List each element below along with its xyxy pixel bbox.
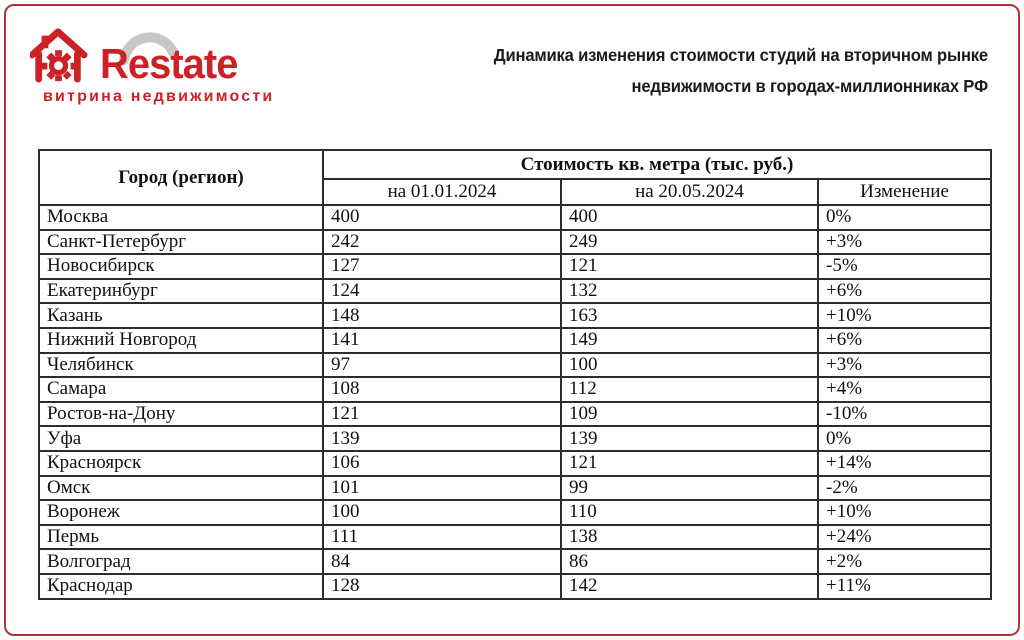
table-row bbox=[39, 353, 991, 378]
cell-city: Волгоград bbox=[39, 549, 323, 574]
table-row bbox=[39, 426, 991, 451]
cell-city: Самара bbox=[39, 377, 323, 402]
cell-price-may: 132 bbox=[561, 279, 818, 304]
header-price-group: Стоимость кв. метра (тыс. руб.) bbox=[323, 150, 991, 179]
cell-change: +10% bbox=[818, 303, 991, 328]
cell-change: +6% bbox=[818, 279, 991, 304]
cell-city: Уфа bbox=[39, 426, 323, 451]
restate-logo bbox=[30, 24, 290, 108]
table-row bbox=[39, 328, 991, 353]
cell-city: Омск bbox=[39, 476, 323, 501]
cell-price-jan: 242 bbox=[323, 230, 561, 255]
cell-change: 0% bbox=[818, 205, 991, 230]
cell-price-may: 112 bbox=[561, 377, 818, 402]
cell-city: Ростов-на-Дону bbox=[39, 402, 323, 427]
cell-city: Екатеринбург bbox=[39, 279, 323, 304]
cell-price-may: 249 bbox=[561, 230, 818, 255]
cell-change: -2% bbox=[818, 476, 991, 501]
gear-icon bbox=[42, 50, 77, 81]
table-row bbox=[39, 205, 991, 230]
cell-change: +2% bbox=[818, 549, 991, 574]
header-date-jan: на 01.01.2024 bbox=[323, 179, 561, 205]
cell-change: -5% bbox=[818, 254, 991, 279]
cell-price-jan: 124 bbox=[323, 279, 561, 304]
cell-price-may: 121 bbox=[561, 254, 818, 279]
header-city: Город (регион) bbox=[39, 150, 323, 205]
table-row bbox=[39, 377, 991, 402]
cell-city: Санкт-Петербург bbox=[39, 230, 323, 255]
cell-price-jan: 139 bbox=[323, 426, 561, 451]
cell-price-may: 121 bbox=[561, 451, 818, 476]
cell-price-may: 139 bbox=[561, 426, 818, 451]
cell-price-may: 142 bbox=[561, 574, 818, 599]
cell-price-may: 86 bbox=[561, 549, 818, 574]
header-change: Изменение bbox=[818, 179, 991, 205]
cell-price-may: 138 bbox=[561, 525, 818, 550]
cell-price-may: 100 bbox=[561, 353, 818, 378]
cell-price-jan: 84 bbox=[323, 549, 561, 574]
cell-change: -10% bbox=[818, 402, 991, 427]
cell-price-jan: 101 bbox=[323, 476, 561, 501]
cell-city: Новосибирск bbox=[39, 254, 323, 279]
cell-price-may: 109 bbox=[561, 402, 818, 427]
page-title-line1: Динамика изменения стоимости студий на вторичном рынке bbox=[493, 45, 988, 65]
cell-city: Пермь bbox=[39, 525, 323, 550]
table-row bbox=[39, 549, 991, 574]
cell-city: Нижний Новгород bbox=[39, 328, 323, 353]
cell-price-jan: 106 bbox=[323, 451, 561, 476]
cell-change: +3% bbox=[818, 230, 991, 255]
page-title-line2: недвижимости в городах-миллионниках РФ bbox=[631, 76, 988, 96]
table-row bbox=[39, 279, 991, 304]
price-table bbox=[38, 149, 992, 600]
table-body bbox=[39, 205, 991, 599]
table-row bbox=[39, 254, 991, 279]
table-row bbox=[39, 476, 991, 501]
brand-tagline: витрина недвижимости bbox=[43, 88, 275, 105]
cell-change: +24% bbox=[818, 525, 991, 550]
cell-change: +14% bbox=[818, 451, 991, 476]
cell-price-may: 163 bbox=[561, 303, 818, 328]
cell-price-jan: 148 bbox=[323, 303, 561, 328]
cell-city: Челябинск bbox=[39, 353, 323, 378]
cell-change: +3% bbox=[818, 353, 991, 378]
cell-change: +6% bbox=[818, 328, 991, 353]
brand-text: Restate bbox=[100, 40, 238, 87]
cell-price-may: 99 bbox=[561, 476, 818, 501]
cell-city: Красноярск bbox=[39, 451, 323, 476]
table-row bbox=[39, 451, 991, 476]
cell-price-jan: 111 bbox=[323, 525, 561, 550]
cell-price-jan: 400 bbox=[323, 205, 561, 230]
table-row bbox=[39, 303, 991, 328]
table-row bbox=[39, 402, 991, 427]
table-row bbox=[39, 230, 991, 255]
cell-price-jan: 97 bbox=[323, 353, 561, 378]
cell-price-jan: 127 bbox=[323, 254, 561, 279]
cell-price-jan: 121 bbox=[323, 402, 561, 427]
table-row bbox=[39, 525, 991, 550]
cell-city: Краснодар bbox=[39, 574, 323, 599]
cell-price-jan: 128 bbox=[323, 574, 561, 599]
header-date-may: на 20.05.2024 bbox=[561, 179, 818, 205]
cell-city: Казань bbox=[39, 303, 323, 328]
cell-change: +11% bbox=[818, 574, 991, 599]
house-gear-icon bbox=[30, 26, 88, 84]
cell-change: +10% bbox=[818, 500, 991, 525]
cell-price-may: 149 bbox=[561, 328, 818, 353]
cell-price-may: 400 bbox=[561, 205, 818, 230]
table-row bbox=[39, 500, 991, 525]
cell-price-jan: 141 bbox=[323, 328, 561, 353]
cell-city: Москва bbox=[39, 205, 323, 230]
cell-change: +4% bbox=[818, 377, 991, 402]
cell-price-may: 110 bbox=[561, 500, 818, 525]
cell-price-jan: 108 bbox=[323, 377, 561, 402]
cell-city: Воронеж bbox=[39, 500, 323, 525]
cell-change: 0% bbox=[818, 426, 991, 451]
page-title bbox=[456, 40, 988, 102]
cell-price-jan: 100 bbox=[323, 500, 561, 525]
table-row bbox=[39, 574, 991, 599]
